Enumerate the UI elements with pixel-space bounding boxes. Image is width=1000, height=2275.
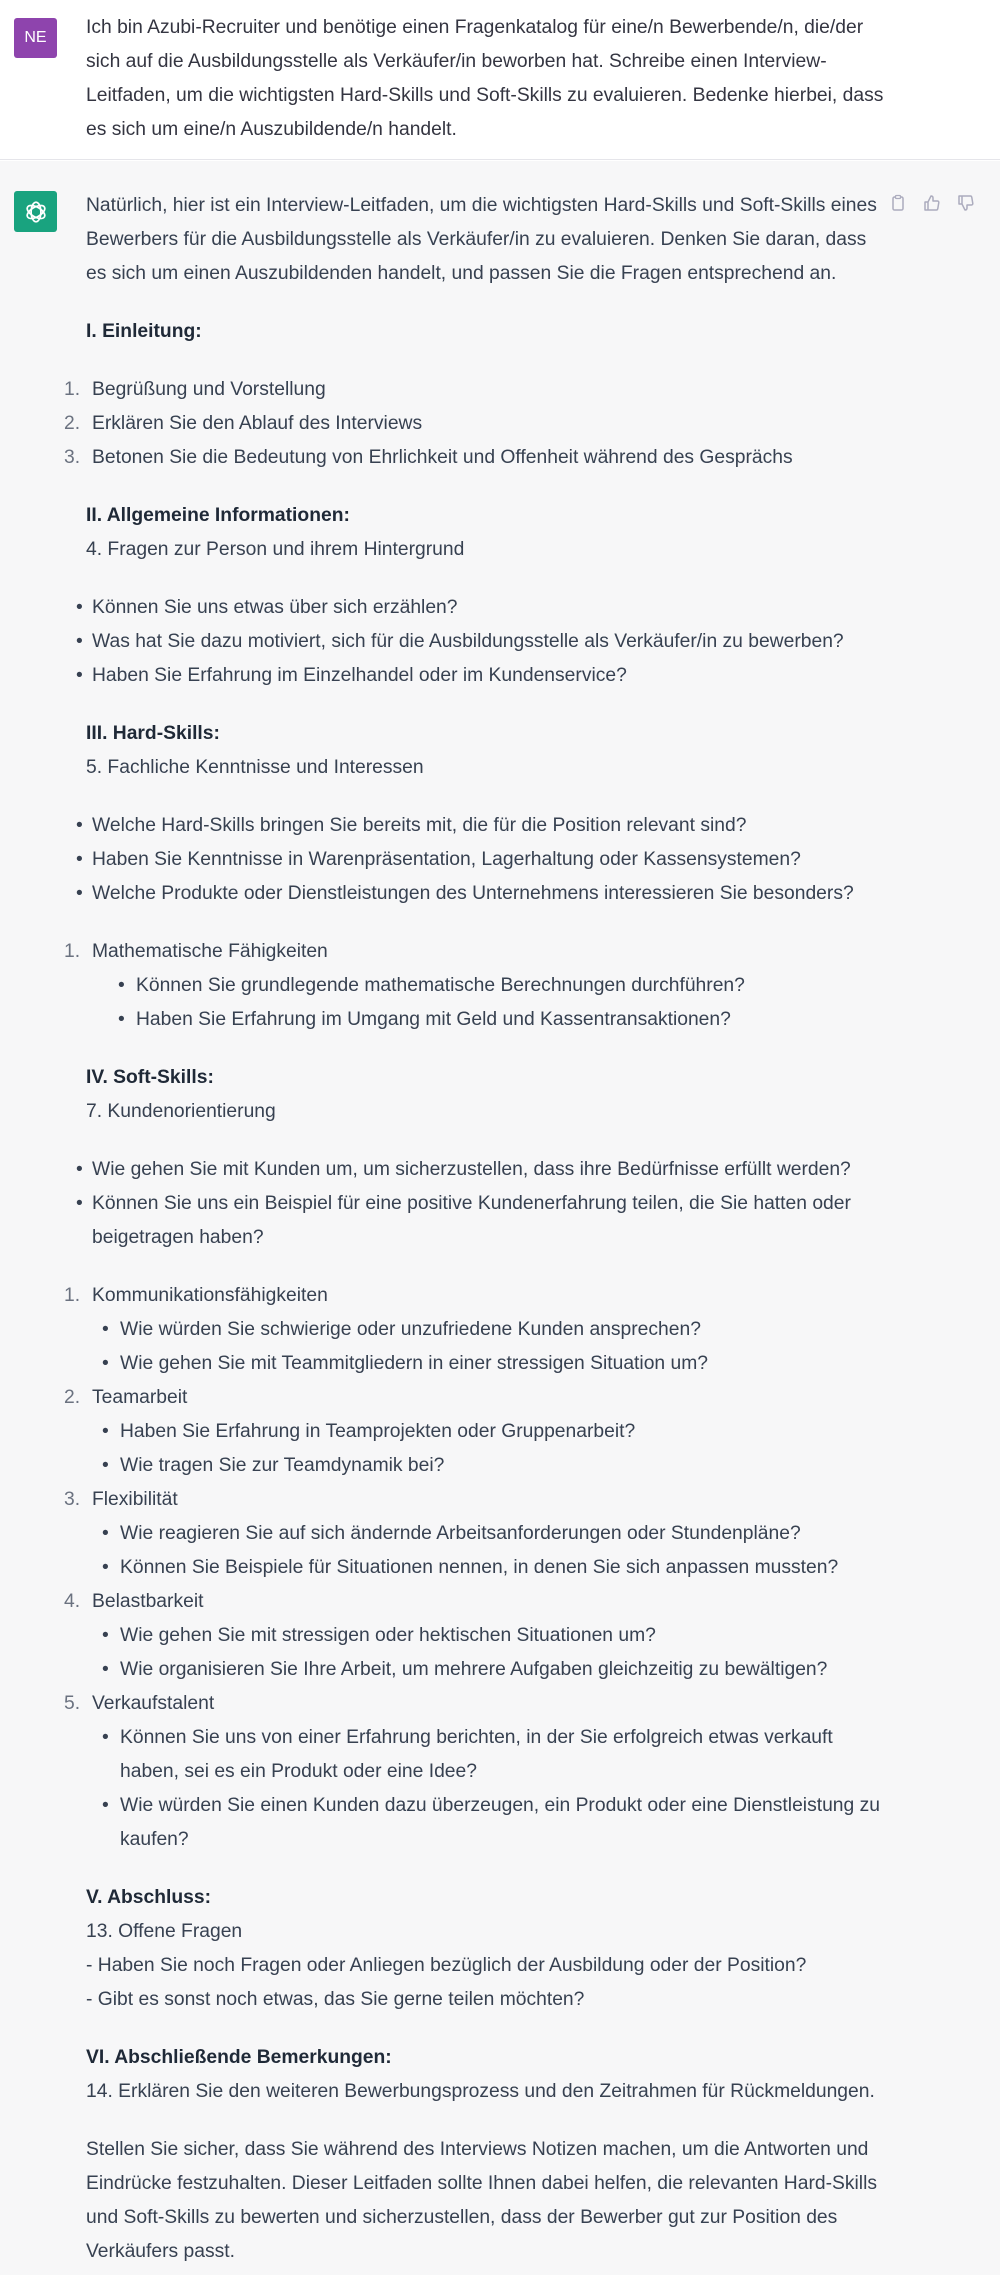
list-item: • Können Sie uns von einer Erfahrung berichten, in der Sie erfolgreich etwas verkauft haben, sei es ein Produkt oder eine Idee? (86, 1721, 886, 1789)
text-line: 14. Erklären Sie den weiteren Bewerbungsprozess und den Zeitrahmen für Rückmeldungen. (86, 2081, 875, 2102)
list-item: 4. Belastbarkeit (64, 1591, 204, 1612)
list-item: 2. Teamarbeit (64, 1387, 188, 1408)
list-item: • Wie tragen Sie zur Teamdynamik bei? (86, 1449, 886, 1483)
section-subheading: 7. Kundenorientierung (86, 1101, 276, 1122)
list-item: 2. Erklären Sie den Ablauf des Interviews (64, 413, 423, 434)
thumbs-up-icon[interactable] (922, 191, 942, 211)
openai-logo-icon (23, 199, 49, 225)
list-item: 3. Flexibilität (64, 1489, 178, 1510)
list-item: • Haben Sie Kenntnisse in Warenpräsentation, Lagerhaltung oder Kassensystemen? (86, 843, 886, 877)
section-subheading: 5. Fachliche Kenntnisse und Interessen (86, 757, 424, 778)
list-item: • Können Sie uns ein Beispiel für eine positive Kundenerfahrung teilen, die Sie hatten oder beigetragen haben? (86, 1187, 886, 1255)
message-actions (888, 191, 976, 211)
section-heading: IV. Soft-Skills: (86, 1067, 214, 1088)
text-line: 13. Offene Fragen (86, 1921, 243, 1942)
section-heading: II. Allgemeine Informationen: (86, 505, 350, 526)
list-item: 3. Betonen Sie die Bedeutung von Ehrlichkeit und Offenheit während des Gesprächs (64, 447, 793, 468)
list-item: • Wie würden Sie schwierige oder unzufriedene Kunden ansprechen? (86, 1313, 886, 1347)
list-item: • Wie gehen Sie mit Teammitgliedern in einer stressigen Situation um? (86, 1347, 886, 1381)
user-avatar: NE (14, 18, 57, 58)
list-item: 5. Verkaufstalent (64, 1693, 215, 1714)
intro-paragraph: Natürlich, hier ist ein Interview-Leitfaden, um die wichtigsten Hard-Skills und Soft-Skills eines Bewerbers für die Ausbildungsstelle als Verkäufer/in zu evaluieren. Denken Sie daran, dass es sich um einen Auszubildenden handelt, und passen Sie die Fragen entsprechend an. (86, 195, 877, 284)
assistant-avatar (14, 191, 57, 232)
section-heading: VI. Abschließende Bemerkungen: (86, 2047, 392, 2068)
section-heading: I. Einleitung: (86, 321, 202, 342)
section-subheading: 4. Fragen zur Person und ihrem Hintergrund (86, 539, 465, 560)
section-heading: V. Abschluss: (86, 1887, 212, 1908)
user-message (0, 0, 1000, 160)
list-item: 1. Kommunikationsfähigkeiten (64, 1285, 328, 1306)
list-item: • Haben Sie Erfahrung in Teamprojekten oder Gruppenarbeit? (86, 1415, 886, 1449)
section-heading: III. Hard-Skills: (86, 723, 220, 744)
list-item: • Können Sie grundlegende mathematische Berechnungen durchführen? (86, 969, 886, 1003)
text-line: - Haben Sie noch Fragen oder Anliegen bezüglich der Ausbildung oder der Position? (86, 1955, 807, 1976)
list-item: • Wie gehen Sie mit stressigen oder hektischen Situationen um? (86, 1619, 886, 1653)
list-item: 1. Mathematische Fähigkeiten (64, 941, 328, 962)
list-item: • Wie gehen Sie mit Kunden um, um sicherzustellen, dass ihre Bedürfnisse erfüllt werden? (86, 1153, 886, 1187)
list-item: • Können Sie Beispiele für Situationen nennen, in denen Sie sich anpassen mussten? (86, 1551, 886, 1585)
thumbs-down-icon[interactable] (956, 191, 976, 211)
assistant-content (64, 189, 886, 2269)
assistant-message (0, 161, 1000, 2275)
list-item: • Haben Sie Erfahrung im Umgang mit Geld und Kassentransaktionen? (86, 1003, 886, 1037)
list-item: • Wie organisieren Sie Ihre Arbeit, um mehrere Aufgaben gleichzeitig zu bewältigen? (86, 1653, 886, 1687)
user-message-text: Ich bin Azubi-Recruiter und benötige einen Fragenkatalog für eine/n Bewerbende/n, die/der sich auf die Ausbildungsstelle als Verkäufer/in beworben hat. Schreibe einen Interview-Leitfaden, um die wichtigsten Hard-Skills und Soft-Skills zu evaluieren. Bedenke hierbei, dass es sich um eine/n Auszubildende/n handelt. (86, 17, 884, 140)
copy-icon[interactable] (888, 191, 908, 211)
list-item: • Welche Produkte oder Dienstleistungen des Unternehmens interessieren Sie besonders? (86, 877, 886, 911)
list-item: • Können Sie uns etwas über sich erzählen? (86, 591, 886, 625)
list-item: 1. Begrüßung und Vorstellung (64, 379, 326, 400)
list-item: • Welche Hard-Skills bringen Sie bereits mit, die für die Position relevant sind? (86, 809, 886, 843)
list-item: • Was hat Sie dazu motiviert, sich für die Ausbildungsstelle als Verkäufer/in zu bewerben? (86, 625, 886, 659)
outro-paragraph: Stellen Sie sicher, dass Sie während des Interviews Notizen machen, um die Antworten und Eindrücke festzuhalten. Dieser Leitfaden sollte Ihnen dabei helfen, die relevanten Hard-Skills und Soft-Skills zu bewerten und sicherzustellen, dass der Bewerber gut zur Position des Verkäufers passt. (86, 2139, 878, 2262)
list-item: • Haben Sie Erfahrung im Einzelhandel oder im Kundenservice? (86, 659, 886, 693)
text-line: - Gibt es sonst noch etwas, das Sie gerne teilen möchten? (86, 1989, 585, 2010)
list-item: • Wie würden Sie einen Kunden dazu überzeugen, ein Produkt oder eine Dienstleistung zu kaufen? (86, 1789, 886, 1857)
list-item: • Wie reagieren Sie auf sich ändernde Arbeitsanforderungen oder Stundenpläne? (86, 1517, 886, 1551)
